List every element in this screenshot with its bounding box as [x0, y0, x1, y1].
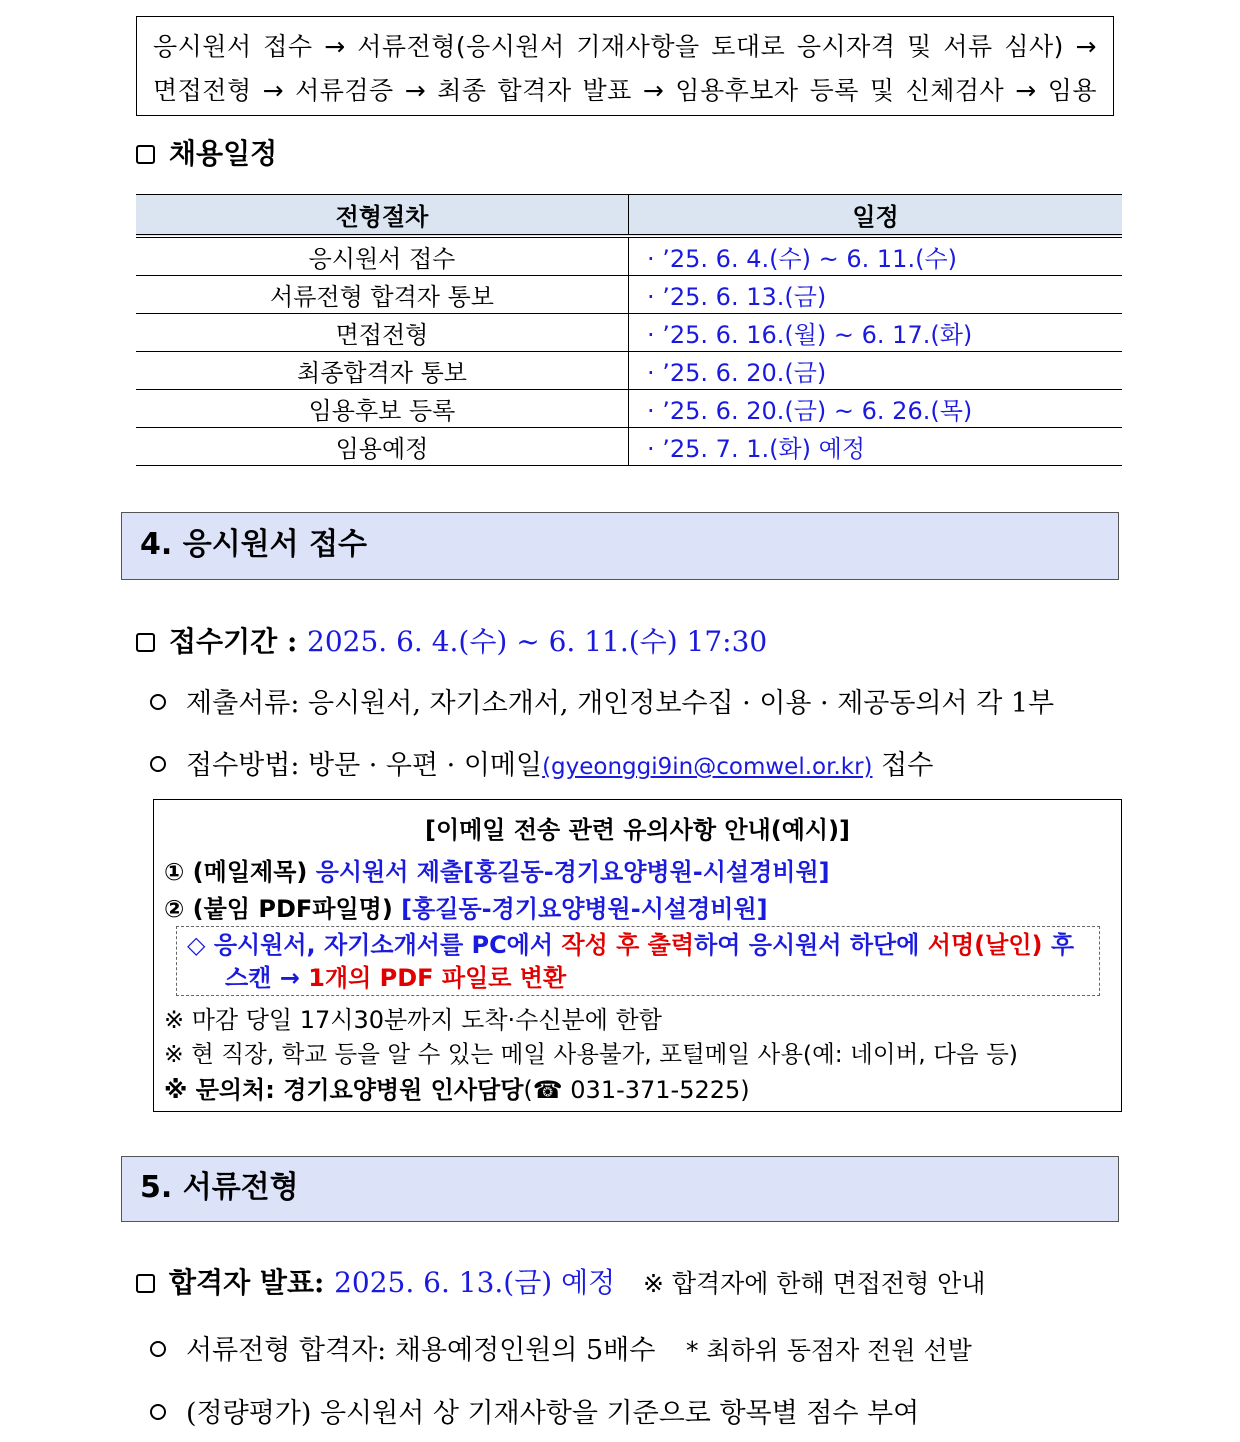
email-link[interactable]: (gyeonggi9in@comwel.or.kr): [542, 754, 873, 780]
date-cell: · ’25. 6. 20.(금): [629, 352, 1123, 390]
checkbox-square-icon: [136, 633, 155, 652]
notice-title: [이메일 전송 관련 유의사항 안내(예시)]: [424, 816, 851, 844]
bullet-circle-icon: [150, 694, 166, 710]
process-flow-box: [136, 16, 1114, 116]
process-flow-line-2: 면접전형 → 서류검증 → 최종 합격자 발표 → 임용후보자 등록 및 신체검사 → 임용: [153, 76, 1097, 105]
checkbox-square-icon: [136, 145, 155, 164]
date-cell: · ’25. 6. 4.(수) ~ 6. 11.(수): [629, 236, 1123, 276]
date-cell: · ’25. 6. 13.(금): [629, 276, 1123, 314]
email-notice-box: [153, 799, 1122, 1112]
notice-deadline: ※ 마감 당일 17시30분까지 도착·수신분에 한함: [164, 1006, 662, 1034]
quantitative-evaluation: (정량평가) 응시원서 상 기재사항을 기준으로 항목별 점수 부여: [150, 1391, 919, 1430]
table-row: [136, 236, 1122, 276]
table-row: [136, 428, 1122, 466]
notice-email-rule: ※ 현 직장, 학교 등을 알 수 있는 메일 사용불가, 포털메일 사용(예: 네이버, 다음 등): [164, 1040, 1018, 1068]
column-header-date: 일정: [629, 195, 1123, 237]
notice-item-mail-subject: ① (메일제목) 응시원서 제출[홍길동-경기요양병원-시설경비원]: [164, 858, 830, 886]
notice-instruction-box: ◇ 응시원서, 자기소개서를 PC에서 작성 후 출력하여 응시원서 하단에 서명(날인) 후 스캔 → 1개의 PDF 파일로 변환: [176, 926, 1100, 996]
announcement-note: ※ 합격자에 한해 면접전형 안내: [642, 1269, 986, 1298]
table-row: [136, 352, 1122, 390]
step-cell: 임용후보 등록: [136, 390, 629, 428]
step-cell: 면접전형: [136, 314, 629, 352]
bullet-circle-icon: [150, 756, 166, 772]
notice-contact: ※ 문의처: 경기요양병원 인사담당(☎ 031-371-5225): [164, 1076, 750, 1104]
section-4-header: 4. 응시원서 접수: [121, 512, 1119, 580]
application-period-value: 2025. 6. 4.(수) ~ 6. 11.(수) 17:30: [307, 625, 768, 658]
application-method: 접수방법: 방문 · 우편 · 이메일(gyeonggi9in@comwel.or.kr) 접수: [150, 743, 933, 782]
date-cell: · ’25. 6. 16.(월) ~ 6. 17.(화): [629, 314, 1123, 352]
application-period: 접수기간 : 2025. 6. 4.(수) ~ 6. 11.(수) 17:30: [136, 620, 767, 660]
phone-number: (☎ 031-371-5225): [523, 1076, 750, 1104]
process-flow-line-1: 응시원서 접수 → 서류전형(응시원서 기재사항을 토대로 응시자격 및 서류 심사) →: [153, 32, 1097, 61]
document-pass-criteria: 서류전형 합격자: 채용예정인원의 5배수 * 최하위 동점자 전원 선발: [150, 1328, 972, 1367]
required-documents: 제출서류: 응시원서, 자기소개서, 개인정보수집 · 이용 · 제공동의서 각 1부: [150, 681, 1054, 720]
step-cell: 최종합격자 통보: [136, 352, 629, 390]
schedule-table: [136, 194, 1122, 466]
schedule-table-header: [136, 195, 1122, 237]
table-row: [136, 276, 1122, 314]
bullet-circle-icon: [150, 1341, 166, 1357]
step-cell: 서류전형 합격자 통보: [136, 276, 629, 314]
date-cell: · ’25. 7. 1.(화) 예정: [629, 428, 1123, 466]
date-cell: · ’25. 6. 20.(금) ~ 6. 26.(목): [629, 390, 1123, 428]
checkbox-square-icon: [136, 1274, 155, 1293]
notice-item-pdf-name: ② (붙임 PDF파일명) [홍길동-경기요양병원-시설경비원]: [164, 895, 768, 923]
schedule-heading: 채용일정: [136, 132, 277, 172]
announcement-date: 2025. 6. 13.(금) 예정: [334, 1266, 616, 1299]
step-cell: 응시원서 접수: [136, 236, 629, 276]
table-row: [136, 314, 1122, 352]
pass-announcement: 합격자 발표: 2025. 6. 13.(금) 예정 ※ 합격자에 한해 면접전형 안내: [136, 1261, 985, 1301]
bullet-circle-icon: [150, 1404, 166, 1420]
column-header-step: 전형절차: [136, 195, 629, 237]
step-cell: 임용예정: [136, 428, 629, 466]
table-row: [136, 390, 1122, 428]
section-5-header: 5. 서류전형: [121, 1156, 1119, 1222]
